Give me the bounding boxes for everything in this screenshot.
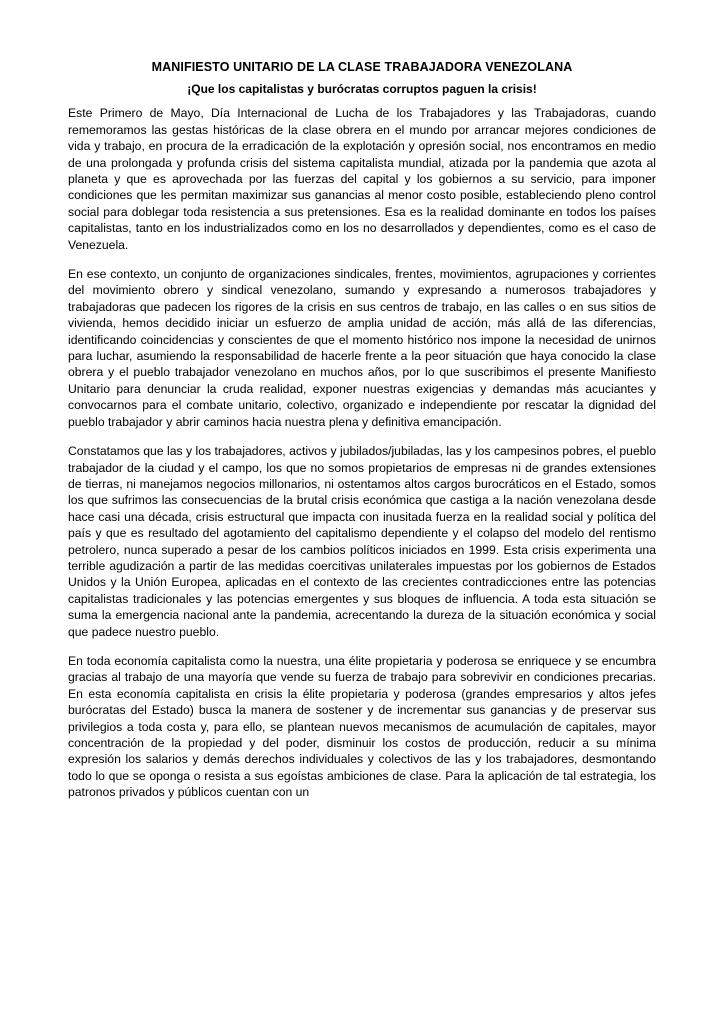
body-paragraph: En toda economía capitalista como la nuestra, una élite propietaria y poderosa se enriquece y se encumbra gracias al trabajo de una mayoría que vende su fuerza de trabajo para sobrevivir en condiciones precarias. En esta economía capitalista en crisis la élite propietaria y poderosa (grandes empresarios y altos jefes burócratas del Estado) busca la manera de sostener y de incrementar sus ganancias y de preservar sus privilegios a toda costa y, para ello, se plantean nuevos mecanismos de acumulación de capitales, mayor concentración de la propiedad y del poder, disminuir los costos de producción, reducir a su mínima expresión los salarios y demás derechos individuales y colectivos de las y los trabajadores, desmontando todo lo que se oponga o resista a sus egoístas ambiciones de clase. Para la aplicación de tal estrategia, los patronos privados y públicos cuentan con un: [68, 653, 656, 800]
body-paragraph: Este Primero de Mayo, Día Internacional de Lucha de los Trabajadores y las Trabajadoras, cuando rememoramos las gestas históricas de la clase obrera en el mundo por arrancar mejores condiciones de vida y trabajo, en procura de la erradicación de la explotación y opresión social, nos encontramos en medio de una prolongada y profunda crisis del sistema capitalista mundial, atizada por la pandemia que azota al planeta y que es aprovechada por las fuerzas del capital y los gobiernos a su servicio, para imponer condiciones que les permitan maximizar sus ganancias al menor costo posible, estableciendo pleno control social para doblegar toda resistencia a sus pretensiones. Esa es la realidad dominante en todos los países capitalistas, tanto en los industrializados como en los no desarrollados y dependientes, como es el caso de Venezuela.: [68, 106, 656, 252]
body-paragraph: Constatamos que las y los trabajadores, activos y jubilados/jubiladas, las y los campesinos pobres, el pueblo trabajador de la ciudad y el campo, los que no somos propietarios de empresas ni de grandes extensiones de tierras, ni manejamos negocios millonarios, ni ostentamos altos cargos burocráticos en el Estado, somos los que sufrimos las consecuencias de la brutal crisis económica que castiga a la nación venezolana desde hace casi una década, crisis estructural que impacta con inusitada fuerza en la realidad social y política del país y que es resultado del agotamiento del capitalismo dependiente y el colapso del modelo del rentismo petrolero, nunca superado a pesar de los cambios políticos iniciados en 1999. Esta crisis experimenta una terrible agudización a partir de las medidas coercitivas unilaterales impuestas por los gobiernos de Estados Unidos y la Unión Europea, aplicadas en el contexto de las crecientes contradicciones entre las potencias capitalistas tradicionales y las potencias emergentes y sus bloques de influencia. A toda esta situación se suma la emergencia nacional ante la pandemia, acrecentando la dureza de la situación económica y social que padece nuestro pueblo.: [68, 444, 656, 639]
page-subtitle: ¡Que los capitalistas y burócratas corruptos paguen la crisis!: [187, 82, 537, 96]
body-paragraph: En ese contexto, un conjunto de organizaciones sindicales, frentes, movimientos, agrupaciones y corrientes del movimiento obrero y sindical venezolano, sumando y expresando a numerosos trabajadores y trabajadoras que padecen los rigores de la crisis en sus centros de trabajo, en las calles o en sus sitios de vivienda, hemos decidido iniciar un esfuerzo de amplia unidad de acción, más allá de las diferencias, identificando coincidencias y conscientes de que el momento histórico nos impone la necesidad de unirnos para luchar, asumiendo la responsabilidad de hacerle frente a la peor situación que haya conocido la clase obrera y el pueblo trabajador venezolano en muchos años, por lo que suscribimos el presente Manifiesto Unitario para denunciar la cruda realidad, exponer nuestras exigencias y demandas más acuciantes y convocarnos para el combate unitario, colectivo, organizado e independiente por rescatar la dignidad del pueblo trabajador y abrir caminos hacia nuestra plena y definitiva emancipación.: [68, 267, 656, 429]
page-title: MANIFIESTO UNITARIO DE LA CLASE TRABAJADORA VENEZOLANA: [151, 60, 573, 74]
